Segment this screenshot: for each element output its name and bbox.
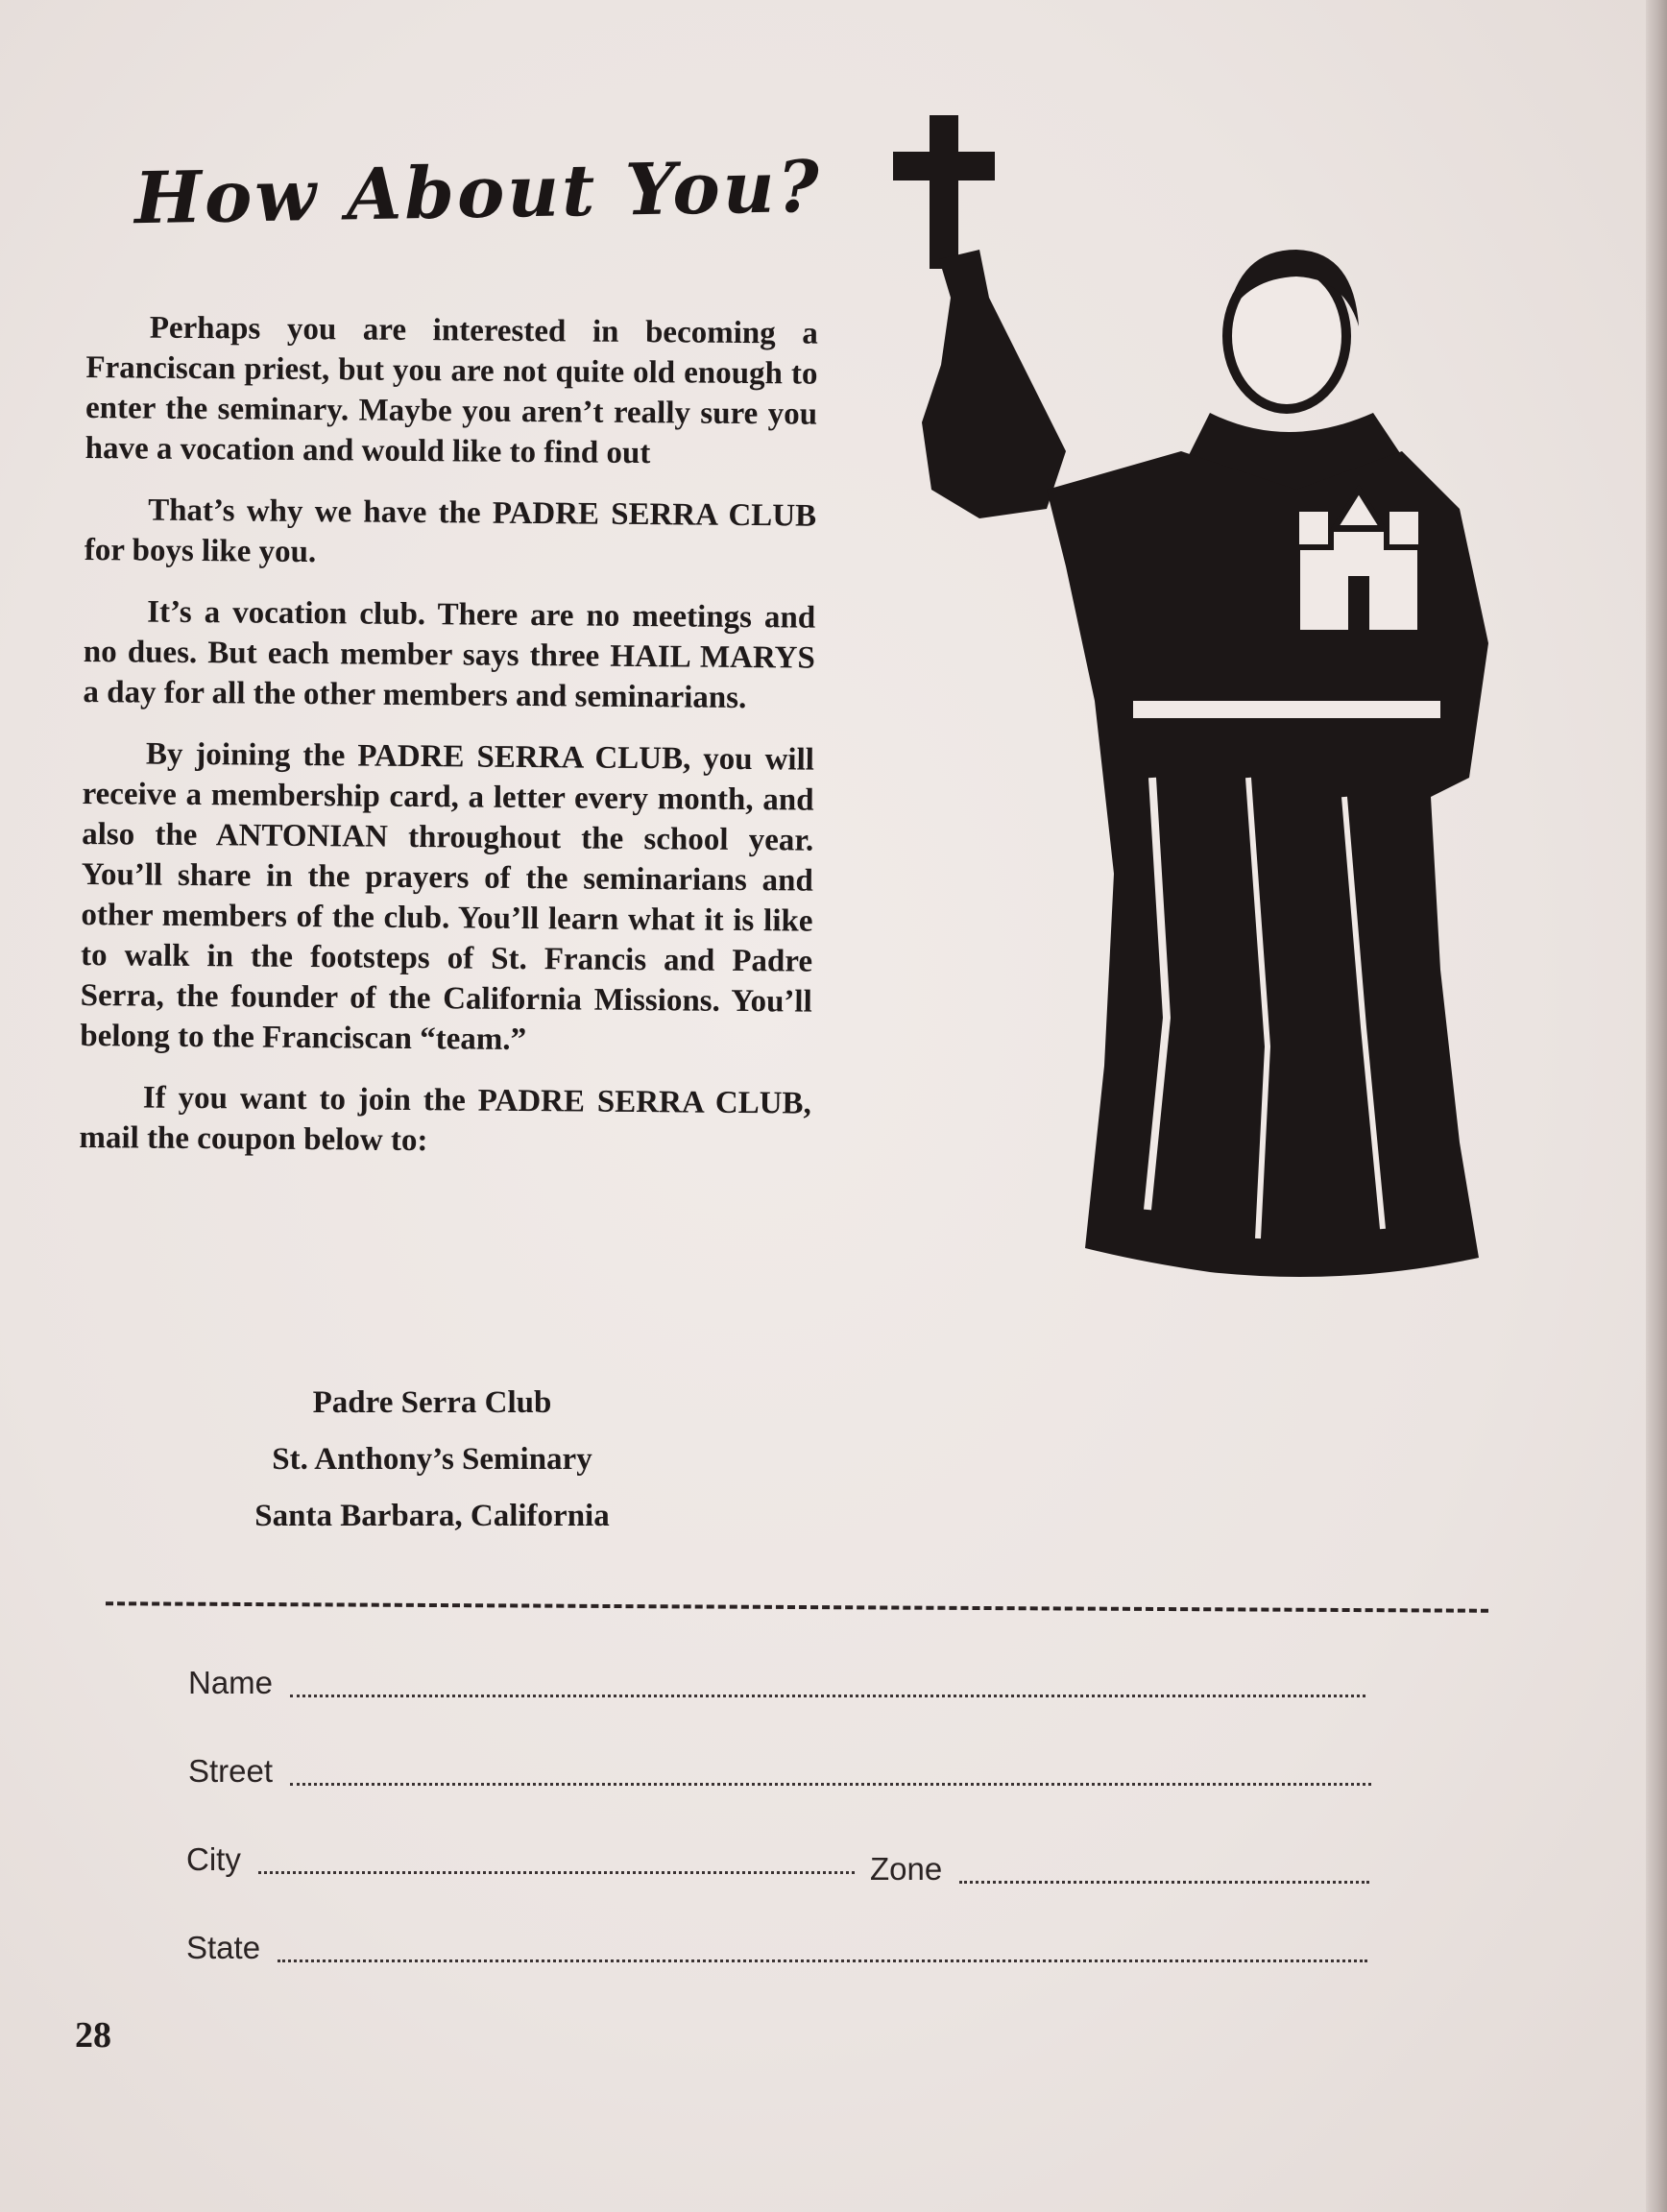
page-title: How About You?	[133, 145, 823, 241]
street-label: Street	[188, 1753, 274, 1789]
paragraph-intro: Perhaps you are interested in becoming a Franciscan priest, but you are not quite old enough to enter the seminary. Maybe you aren’t really sure you have a vocation and would like to find out	[85, 310, 818, 471]
paragraph-join: If you want to join the PADRE SERRA CLUB, mail the coupon below to:	[79, 1080, 811, 1159]
state-line[interactable]	[278, 1958, 1367, 1962]
name-label: Name	[188, 1665, 274, 1700]
coupon-cut-line	[106, 1601, 1488, 1613]
raised-arm	[922, 250, 1066, 518]
paragraph-club: That’s why we have the PADRE SERRA CLUB for boys like you.	[84, 493, 817, 570]
mission-model-icon	[1282, 490, 1436, 649]
zone-field[interactable]	[870, 1851, 1369, 1887]
city-label: City	[186, 1841, 241, 1877]
zone-line[interactable]	[959, 1879, 1369, 1884]
paragraph-vocation-club: It’s a vocation club. There are no meetings and no dues. But each member says three HAIL MARYS a day for all the other members and seminarians.	[83, 594, 816, 716]
address-line-2: St. Anthony’s Seminary	[272, 1442, 592, 1477]
paragraph-benefits: By joining the PADRE SERRA CLUB, you will receive a membership card, a letter every month, and also the ANTONIAN throughout the school year. You’ll share in the prayers of the seminarians and other members of the club. You’ll learn what it is like to walk in the footsteps of St. Francis and Padre Serra, the founder of the California Missions. You’ll belong to the Franciscan “team.”	[80, 736, 815, 1058]
mailing-address	[173, 1375, 691, 1545]
street-line[interactable]	[290, 1781, 1371, 1786]
city-field[interactable]	[186, 1841, 855, 1878]
state-label: State	[186, 1930, 261, 1965]
page-edge	[1646, 0, 1667, 2212]
article-body	[79, 307, 818, 1186]
cross-icon	[930, 115, 958, 269]
name-line[interactable]	[290, 1693, 1365, 1697]
city-line[interactable]	[258, 1869, 855, 1874]
street-field[interactable]	[188, 1753, 1371, 1790]
name-field[interactable]	[188, 1665, 1365, 1701]
page-number: 28	[75, 2015, 111, 2056]
address-line-1: Padre Serra Club	[312, 1385, 552, 1420]
state-field[interactable]	[186, 1930, 1367, 1966]
address-line-3: Santa Barbara, California	[254, 1499, 610, 1533]
friar-illustration	[845, 106, 1517, 1306]
zone-label: Zone	[870, 1851, 943, 1887]
